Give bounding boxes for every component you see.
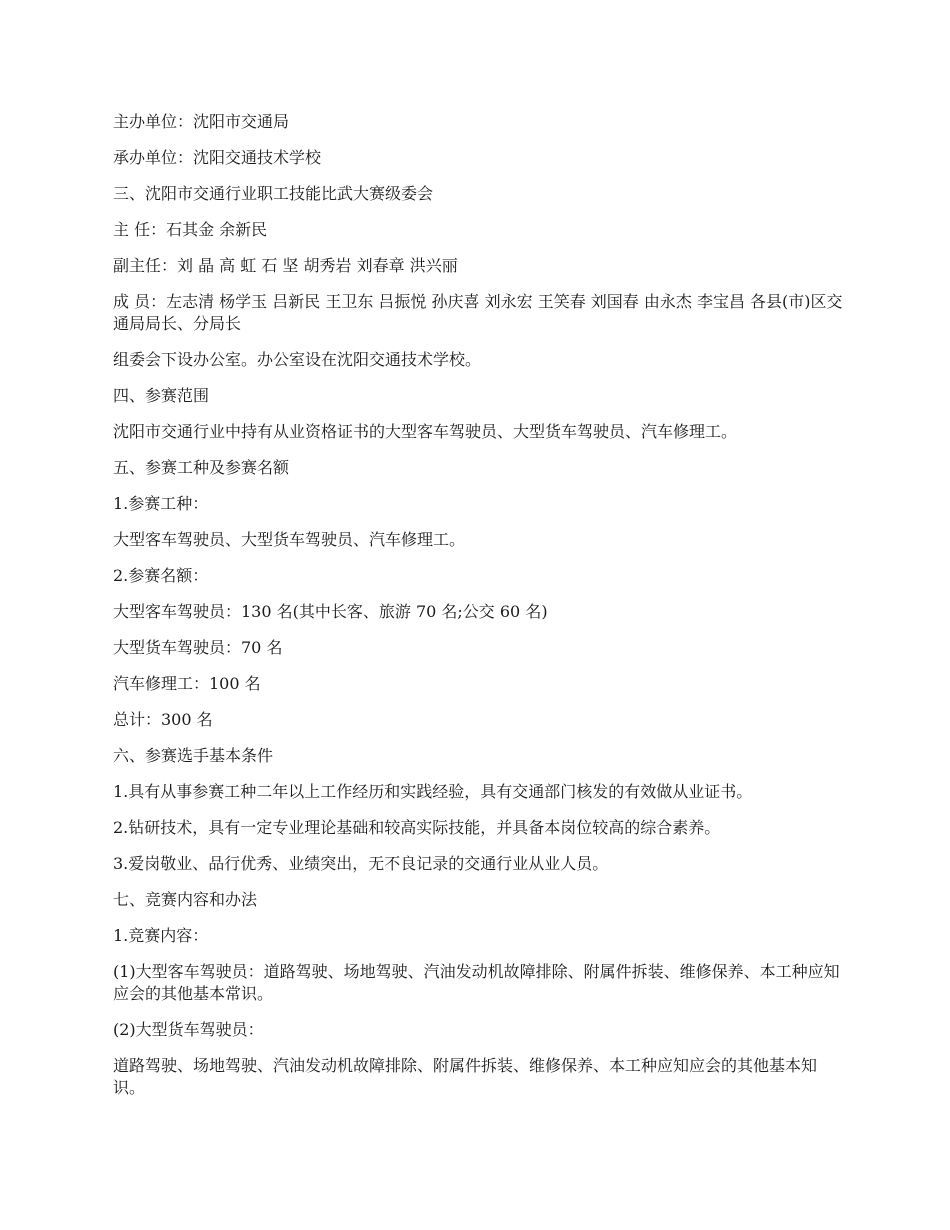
quota-truck-drivers: 大型货车驾驶员：70 名: [113, 638, 283, 657]
heading-committee: 三、沈阳市交通行业职工技能比武大赛级委会: [113, 184, 434, 203]
content-truck-drivers: 道路驾驶、场地驾驶、汽油发动机故障排除、附属件拆装、维修保养、本工种应知应会的其他基本知识。: [113, 1056, 818, 1097]
condition-2: 2.钻研技术，具有一定专业理论基础和较高实际技能，并具备本岗位较高的综合素养。: [113, 818, 721, 837]
quota-total: 总计：300 名: [113, 710, 213, 729]
heading-trades-quota: 五、参赛工种及参赛名额: [113, 458, 290, 477]
paragraph-trades: 大型客车驾驶员、大型货车驾驶员、汽车修理工。: [113, 530, 466, 549]
paragraph-organizer: 主办单位：沈阳市交通局: [113, 112, 290, 131]
heading-conditions: 六、参赛选手基本条件: [113, 746, 274, 765]
condition-1: 1.具有从事参赛工种二年以上工作经历和实践经验，具有交通部门核发的有效做从业证书。: [113, 782, 753, 801]
content-truck-drivers-title: (2)大型货车驾驶员：: [113, 1020, 264, 1039]
document-body: [113, 111, 843, 1113]
heading-content-method: 七、竞赛内容和办法: [113, 890, 258, 909]
paragraph-deputy-director: 副主任：刘 晶 高 虹 石 坚 胡秀岩 刘春章 洪兴丽: [113, 256, 458, 275]
paragraph-director: 主 任：石其金 余新民: [113, 220, 268, 239]
paragraph-host: 承办单位：沈阳交通技术学校: [113, 148, 322, 167]
quota-bus-drivers: 大型客车驾驶员：130 名(其中长客、旅游 70 名;公交 60 名): [113, 602, 548, 621]
heading-scope: 四、参赛范围: [113, 386, 210, 405]
subheading-trades: 1.参赛工种：: [113, 494, 209, 513]
paragraph-members: 成 员：左志清 杨学玉 吕新民 王卫东 吕振悦 孙庆喜 刘永宏 王笑春 刘国春 由永杰 李宝昌 各县(市)区交通局局长、分局长: [113, 292, 843, 333]
paragraph-office: 组委会下设办公室。办公室设在沈阳交通技术学校。: [113, 350, 482, 369]
subheading-content: 1.竞赛内容：: [113, 926, 209, 945]
paragraph-scope: 沈阳市交通行业中持有从业资格证书的大型客车驾驶员、大型货车驾驶员、汽车修理工。: [113, 422, 738, 441]
subheading-quota: 2.参赛名额：: [113, 566, 209, 585]
condition-3: 3.爱岗敬业、品行优秀、业绩突出，无不良记录的交通行业从业人员。: [113, 854, 609, 873]
content-bus-drivers: (1)大型客车驾驶员：道路驾驶、场地驾驶、汽油发动机故障排除、附属件拆装、维修保养、本工种应知应会的其他基本常识。: [113, 962, 840, 1003]
quota-mechanics: 汽车修理工：100 名: [113, 674, 261, 693]
